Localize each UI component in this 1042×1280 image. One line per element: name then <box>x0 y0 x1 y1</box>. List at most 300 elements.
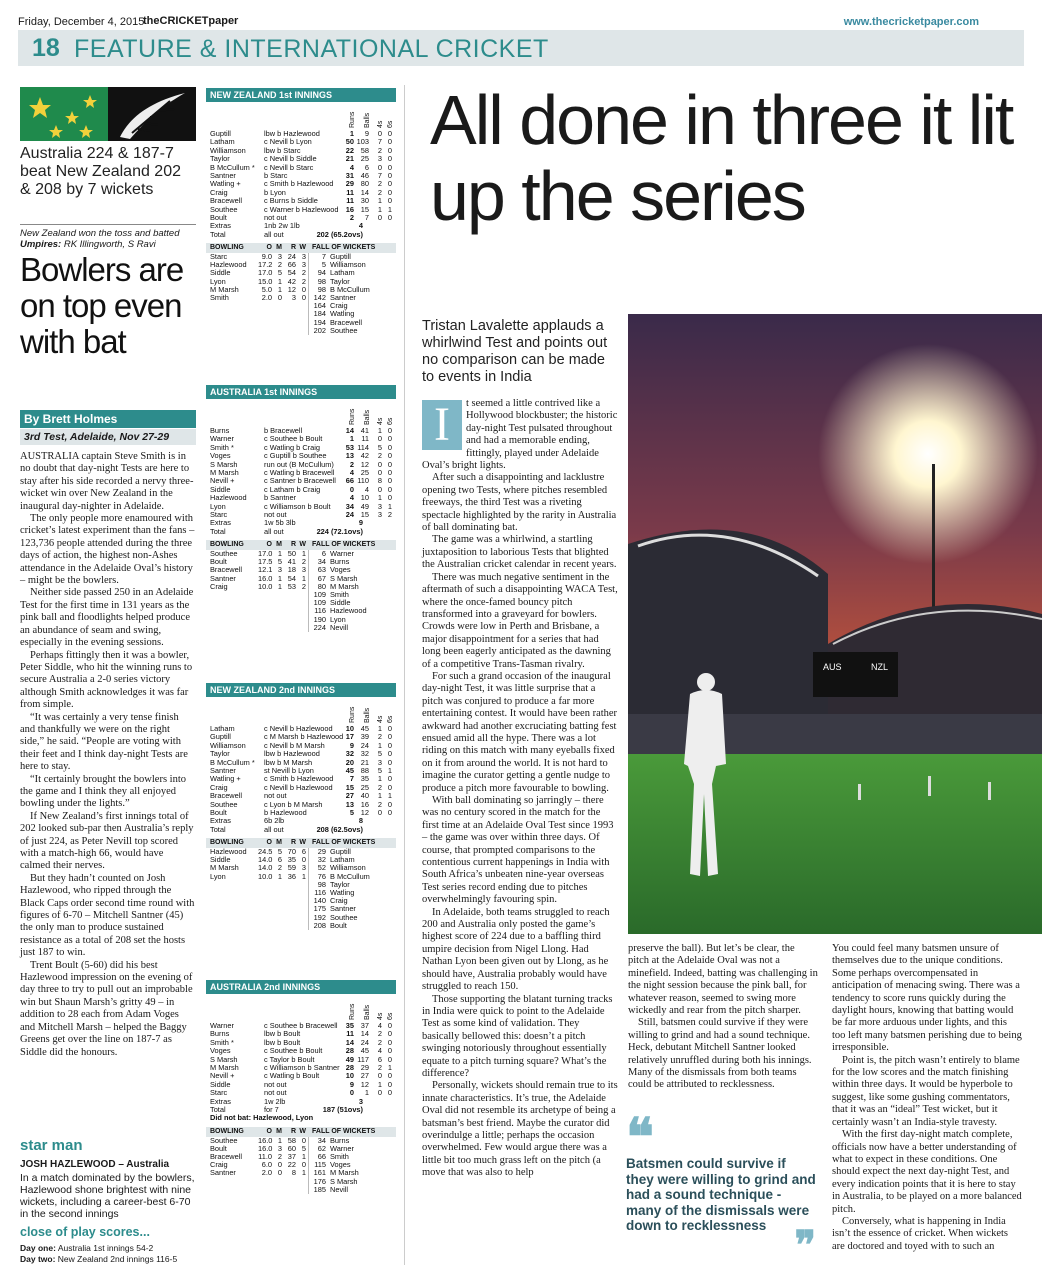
brand-name: theCRICKETpaper <box>143 15 239 27</box>
fours: 5 <box>377 765 382 775</box>
batter-name: Extras <box>210 518 231 528</box>
fow-batter: Siddle <box>330 598 351 608</box>
overs-label: O <box>266 541 272 549</box>
fow-batter: M Marsh <box>330 1168 359 1178</box>
dismissal: run out (B McCullum) <box>264 459 334 469</box>
batter-name: Starc <box>210 1088 228 1098</box>
sixes: 0 <box>387 1079 392 1089</box>
sixes: 0 <box>387 1054 392 1064</box>
balls: 39 <box>360 732 369 742</box>
fours: 1 <box>377 493 382 503</box>
maidens: 1 <box>277 573 282 583</box>
runs: 16 <box>345 204 354 214</box>
balls: 32 <box>360 749 369 759</box>
maidens-label: M <box>276 839 282 847</box>
runs: 11 <box>346 196 354 206</box>
dismissal: c Latham b Craig <box>264 484 321 494</box>
dismissal: not out <box>264 1088 287 1098</box>
fours: 0 <box>377 484 382 494</box>
balls: 16 <box>360 799 369 809</box>
column-headers <box>206 102 396 130</box>
bowling-table <box>206 253 396 335</box>
overs: 17.0 <box>258 268 273 278</box>
batter-name: Siddle <box>210 1079 231 1089</box>
dismissal: c Watling b Bracewell <box>264 467 335 477</box>
fow-batter: Voges <box>330 565 351 575</box>
fours: 8 <box>377 476 382 486</box>
sixes: 0 <box>387 170 392 180</box>
runs: 28 <box>345 1062 354 1072</box>
batting-row <box>206 528 396 536</box>
batter-name: Watling + <box>210 179 241 189</box>
runs-conceded: 12 <box>287 284 296 294</box>
fow-score: 176 <box>313 1176 326 1186</box>
close-day-two <box>20 1254 177 1264</box>
batter-name: S Marsh <box>210 459 238 469</box>
bowling-row <box>206 575 396 583</box>
runs: 13 <box>345 451 354 461</box>
bowling-row <box>206 914 396 922</box>
fow-score: 164 <box>313 301 326 311</box>
bowling-row <box>206 848 396 856</box>
bowler-name: Boult <box>210 1143 227 1153</box>
paragraph: Trent Boult (5-60) did his best Hazlewood impression on the evening of day three to try to pull out an improbable win but Shaun Marsh’s gritty 49 – in addition to 28 each from Adam Voges and Mitchell Marsh – helped the Baggy Greens get over the line on 187-7 as Siddle did the honours. <box>20 959 193 1058</box>
dismissal: c Nevill b M Marsh <box>264 740 325 750</box>
fow-score: 224 <box>313 622 326 632</box>
paragraph: Perhaps fittingly then it was a bowler, Peter Siddle, who hit the winning runs to secure Australia a 2-0 series victory although Smith acknowledges it was far from simple. <box>20 649 193 711</box>
batter-name: Extras <box>210 221 231 231</box>
open-quote-icon: ❝ <box>626 1109 654 1167</box>
dismissal: c Burns b Siddle <box>264 196 318 206</box>
dismissal: lbw b Hazlewood <box>264 749 320 759</box>
balls: 12 <box>360 807 369 817</box>
sixes: 0 <box>387 1071 392 1081</box>
batter-name: Total <box>210 1104 226 1114</box>
dismissal: 1w 2lb <box>264 1096 286 1106</box>
batter-name: B McCullum * <box>210 162 255 172</box>
sixes: 0 <box>387 467 392 477</box>
fours: 0 <box>377 459 382 469</box>
fours: 1 <box>377 204 382 214</box>
maidens: 0 <box>277 1160 282 1170</box>
sixes: 0 <box>387 212 392 222</box>
runs-conceded: 54 <box>287 573 296 583</box>
balls: 7 <box>364 212 369 222</box>
fow-batter: Smith <box>330 1152 349 1162</box>
bowling-row <box>206 550 396 558</box>
bowling-row <box>206 905 396 913</box>
report-body <box>20 451 196 1059</box>
runs: 10 <box>345 724 354 733</box>
runs-conceded: 58 <box>287 1135 296 1145</box>
fours: 1 <box>377 740 382 750</box>
bowler-name: Craig <box>210 581 228 591</box>
sixes: 0 <box>387 740 392 750</box>
bowling-row <box>206 269 396 277</box>
runs-conceded: 8 <box>291 1168 296 1178</box>
wickets: 2 <box>301 268 306 278</box>
balls: 11 <box>361 434 369 444</box>
fow-batter: Burns <box>330 557 350 567</box>
runs: 1 <box>349 129 354 138</box>
runs-conceded: 50 <box>287 549 296 559</box>
maidens: 3 <box>277 1143 282 1153</box>
fow-batter: Boult <box>330 920 347 930</box>
bowling-row <box>206 881 396 889</box>
runs: 45 <box>345 765 354 775</box>
fours: 1 <box>377 724 382 733</box>
runs: 9 <box>358 518 363 528</box>
dismissal: not out <box>264 212 287 222</box>
dismissal: lbw b Starc <box>264 145 301 155</box>
dismissal: c Guptill b Southee <box>264 451 327 461</box>
bowler-name: Smith <box>210 293 229 303</box>
batter-name: Lyon <box>210 501 226 511</box>
balls: 4 <box>364 484 369 494</box>
fow-score: 98 <box>317 276 326 286</box>
scorecard <box>206 385 396 632</box>
wickets: 1 <box>301 1168 306 1178</box>
pull-quote-text: Batsmen could survive if they were willing to grind and had a sound technique - many of the dismissals were down to recklessness <box>626 1156 816 1233</box>
runs-header: Runs <box>349 1003 356 1020</box>
fours: 4 <box>377 1021 382 1030</box>
sixes: 0 <box>387 1021 392 1030</box>
adelaide-oval-night-image <box>628 314 1042 934</box>
fow-batter: Southee <box>330 912 358 922</box>
sixes: 0 <box>387 442 392 452</box>
fow-batter: B McCullum <box>330 284 370 294</box>
dismissal: c Watling b Craig <box>264 442 320 452</box>
bowling-row <box>206 1153 396 1161</box>
sixes: 0 <box>387 187 392 197</box>
sixes: 0 <box>387 129 392 138</box>
runs-conceded: 66 <box>287 260 296 270</box>
bowling-row <box>206 302 396 310</box>
bowler-name: Lyon <box>210 871 226 881</box>
balls-header: Balls <box>364 409 371 425</box>
balls: 80 <box>360 179 369 189</box>
paragraph: The game was a whirlwind, a startling juxtaposition to laborious Tests that blighted the Australian cricket calendar in recent years. <box>422 534 617 571</box>
overs: 2.0 <box>261 1168 272 1178</box>
runs-conceded: 41 <box>287 557 296 567</box>
balls: 12 <box>360 459 369 469</box>
dismissal: c Williamson b Boult <box>264 501 331 511</box>
scoreboard-aus: AUS <box>823 662 842 672</box>
bowler-name: M Marsh <box>210 863 239 873</box>
fow-batter: Warner <box>330 549 354 559</box>
batter-name: Smith * <box>210 442 234 452</box>
day-one-label: Day one: <box>20 1243 56 1253</box>
runs: 7 <box>349 774 354 784</box>
balls: 58 <box>360 145 369 155</box>
bowling-row <box>206 1178 396 1186</box>
fours: 1 <box>377 426 382 435</box>
runs-conceded-label: R <box>290 839 296 847</box>
overs: 14.0 <box>258 855 273 865</box>
overs-label: O <box>266 839 272 847</box>
balls: 114 <box>357 442 369 452</box>
fow-score: 116 <box>314 888 326 898</box>
maidens: 0 <box>277 293 282 303</box>
balls: 24 <box>360 740 369 750</box>
overs: 17.5 <box>258 557 273 567</box>
fours: 5 <box>377 749 382 759</box>
fow-batter: Craig <box>330 896 348 906</box>
innings-title: AUSTRALIA 2nd INNINGS <box>206 980 396 994</box>
innings-title: NEW ZEALAND 2nd INNINGS <box>206 683 396 697</box>
paragraph: With the first day-night match complete, officials now have a better understanding of what to expect in these conditions. One should expect the next day-night Test, and every indication points that it is here to stay in Australia, to be played on a more balanced pitch. <box>832 1129 1022 1215</box>
column-headers <box>206 697 396 725</box>
wickets: 0 <box>301 293 306 303</box>
fow-score: 98 <box>317 879 326 889</box>
batter-name: Boult <box>210 807 227 817</box>
fours: 0 <box>377 212 382 222</box>
runs: 29 <box>345 179 354 189</box>
batter-name: Total <box>210 229 226 239</box>
balls: 40 <box>360 791 369 801</box>
wickets: 5 <box>301 1143 306 1153</box>
wickets: 6 <box>301 847 306 857</box>
innings-title: NEW ZEALAND 1st INNINGS <box>206 88 396 102</box>
dismissal: c Taylor b Boult <box>264 1054 315 1064</box>
scorecard <box>206 683 396 930</box>
runs: 28 <box>345 1046 354 1056</box>
runs: 5 <box>349 807 354 817</box>
bowling-row <box>206 591 396 599</box>
balls: 45 <box>360 724 369 733</box>
dismissal: c Warner b Hazlewood <box>264 204 339 214</box>
sixes: 1 <box>387 501 392 511</box>
wickets: 0 <box>301 855 306 865</box>
runs: 11 <box>346 1029 354 1039</box>
fow-score: 184 <box>313 309 326 319</box>
runs-conceded: 54 <box>287 268 296 278</box>
bowler-name: Siddle <box>210 855 231 865</box>
fours: 3 <box>377 154 382 164</box>
sixes: 0 <box>387 145 392 155</box>
runs: 49 <box>345 1054 354 1064</box>
bowling-row <box>206 873 396 881</box>
overs: 2.0 <box>261 293 272 303</box>
batter-name: Craig <box>210 187 228 197</box>
runs: 8 <box>358 816 363 826</box>
batter-name: Burns <box>210 1029 230 1039</box>
maidens: 1 <box>277 284 282 294</box>
fours: 0 <box>377 162 382 172</box>
fours-header: 4s <box>377 715 384 723</box>
wickets-label: W <box>299 244 306 252</box>
fall-of-wickets-label: FALL OF WICKETS <box>312 541 376 549</box>
paragraph: After such a disappointing and lacklustre opening two Tests, where pitches resembled freeways, the third Test was a riveting spectacle highlighted by the rarity in Australia of ball dominating bat. <box>422 472 617 534</box>
batter-name: Nevill + <box>210 476 235 486</box>
overs: 11.0 <box>258 1152 272 1162</box>
fow-score: 161 <box>313 1168 326 1178</box>
paragraph: But they hadn’t counted on Josh Hazlewood, who ripped through the Black Caps order second time round with figures of 6-70 – Mitchell Santner (45) the only man to produce sustained resistance as a total of 208 set the hosts just 187 to win. <box>20 872 195 959</box>
bowler-name: Craig <box>210 1160 228 1170</box>
fow-score: 34 <box>317 1135 326 1145</box>
bowling-header <box>206 243 396 253</box>
fow-score: 62 <box>317 1143 326 1153</box>
bowling-row <box>206 319 396 327</box>
main-headline: All done in three it lit up the series <box>430 81 1013 235</box>
maidens: 1 <box>277 1135 282 1145</box>
dismissal: c Southee b Boult <box>264 1046 323 1056</box>
fours: 4 <box>377 1046 382 1056</box>
fow-score: 34 <box>317 557 326 567</box>
toss-text: New Zealand won the toss and batted <box>20 228 180 239</box>
paragraph: If New Zealand’s first innings total of 202 looked sub-par then Australia’s reply of just 224, as Peter Nevill top scored with a match-high 66, would have calmed their nerves. <box>20 810 194 872</box>
fow-score: 116 <box>314 606 326 616</box>
fow-batter: Watling <box>330 888 355 898</box>
sixes: 0 <box>387 484 392 494</box>
bowling-label: BOWLING <box>210 1127 244 1135</box>
dismissal: all out <box>264 229 284 239</box>
overs: 5.0 <box>261 284 272 294</box>
fow-score: 63 <box>317 565 326 575</box>
dismissal: b Santner <box>264 493 297 503</box>
site-url[interactable]: www.thecricketpaper.com <box>843 16 979 28</box>
batter-name: S Marsh <box>210 1054 238 1064</box>
runs-conceded: 59 <box>287 863 296 873</box>
fow-score: 32 <box>317 855 326 865</box>
dismissal: c Smith b Hazlewood <box>264 179 334 189</box>
fow-batter: Watling <box>330 309 355 319</box>
fow-score: 185 <box>313 1184 326 1194</box>
bowling-row <box>206 286 396 294</box>
dismissal: all out <box>264 526 284 536</box>
dismissal: st Nevill b Lyon <box>264 765 314 775</box>
maidens: 5 <box>277 557 282 567</box>
fow-batter: Latham <box>330 855 355 865</box>
maidens: 5 <box>277 268 282 278</box>
bowler-name: Starc <box>210 252 228 262</box>
runs: 3 <box>358 1096 363 1106</box>
wickets: 1 <box>301 871 306 881</box>
fow-score: 80 <box>317 581 326 591</box>
bowling-table <box>206 550 396 632</box>
fow-score: 140 <box>313 896 326 906</box>
maidens-label: M <box>276 244 282 252</box>
sixes: 0 <box>387 434 392 444</box>
runs: 35 <box>345 1021 354 1030</box>
runs-conceded-label: R <box>290 1127 296 1135</box>
dismissal: b Hazlewood <box>264 807 307 817</box>
close-quote-icon: ❞ <box>794 1223 816 1268</box>
runs: 27 <box>345 791 354 801</box>
batter-name: Craig <box>210 782 228 792</box>
dismissal: not out <box>264 791 287 801</box>
runs: 11 <box>346 187 354 197</box>
runs: 208 (62.5ovs) <box>316 824 363 834</box>
sixes: 0 <box>387 782 392 792</box>
runs: 9 <box>349 740 354 750</box>
runs-conceded-label: R <box>290 541 296 549</box>
wickets: 2 <box>301 581 306 591</box>
balls: 6 <box>364 162 369 172</box>
runs: 4 <box>349 162 354 172</box>
runs: 2 <box>349 459 354 469</box>
bowler-name: Hazlewood <box>210 847 247 857</box>
fow-score: 190 <box>313 614 326 624</box>
batter-name: Nevill + <box>210 1071 235 1081</box>
sixes: 1 <box>387 791 392 801</box>
paragraph: Still, batsmen could survive if they were willing to grind and had a sound technique. Heck, debutant Mitchell Santner looked relatively unruffled during both his innings. Many of the dismissals from both teams could be attributed to recklessness. <box>628 1017 812 1091</box>
runs-header: Runs <box>349 408 356 425</box>
fours: 0 <box>377 467 382 477</box>
batter-name: Latham <box>210 724 235 733</box>
runs: 1 <box>349 434 354 444</box>
fow-batter: Guptill <box>330 252 351 262</box>
batter-name: Taylor <box>210 154 230 164</box>
maidens: 5 <box>277 847 282 857</box>
batter-name: Guptill <box>210 732 231 742</box>
fow-score: 7 <box>321 252 326 262</box>
wickets-label: W <box>299 1127 306 1135</box>
dismissal: b Bracewell <box>264 426 303 435</box>
runs: 202 (65.2ovs) <box>316 229 363 239</box>
bowler-name: Southee <box>210 549 238 559</box>
toss-info <box>20 224 196 250</box>
overs: 6.0 <box>261 1160 272 1170</box>
dismissal: 6b 2lb <box>264 816 285 826</box>
runs: 14 <box>345 1037 354 1047</box>
article-column-4 <box>832 943 1022 1253</box>
fow-batter: S Marsh <box>330 1176 358 1186</box>
balls: 37 <box>360 1021 369 1030</box>
batter-name: M Marsh <box>210 467 239 477</box>
runs: 32 <box>345 749 354 759</box>
runs: 15 <box>345 782 354 792</box>
paragraph: Those supporting the blatant turning tracks in India were quick to point to the Adelaide Test as some kind of validation. They basically bellowed this: doesn’t a pitch swinging notoriously throughout essentially equate to a pitch turning square? What’s the difference? <box>422 993 613 1079</box>
bowling-row <box>206 897 396 905</box>
batting-row <box>206 809 396 817</box>
sixes-header: 6s <box>387 715 394 723</box>
batting-row <box>206 817 396 825</box>
star-man-text: In a match dominated by the bowlers, Hazlewood shone brightest with nine wickets, including a career-best 6-70 in the second innings <box>20 1172 195 1220</box>
runs: 4 <box>349 467 354 477</box>
balls: 49 <box>360 501 369 511</box>
overs: 16.0 <box>258 1143 273 1153</box>
runs: 34 <box>345 501 354 511</box>
umpires-names: RK Illingworth, S Ravi <box>63 239 156 250</box>
runs-conceded: 35 <box>287 855 296 865</box>
runs-conceded-label: R <box>290 244 296 252</box>
sixes-header: 6s <box>387 120 394 128</box>
batter-name: Total <box>210 824 226 834</box>
star-man-name: JOSH HAZLEWOOD – Australia <box>20 1159 170 1170</box>
paragraph: In Adelaide, both teams struggled to reach 200 and Australia only posted the game’s highest score of 224 due to a baffling third umpire decision from Nigel Llong. Had Nathan Lyon been given out by Llong, as he should have, Australia probably would have struggled to reach 150. <box>422 906 610 993</box>
sixes-header: 6s <box>387 417 394 425</box>
sixes: 0 <box>387 732 392 742</box>
bowling-row <box>206 1186 396 1194</box>
overs: 24.5 <box>258 847 273 857</box>
batter-name: Total <box>210 526 226 536</box>
fours: 2 <box>377 451 382 461</box>
maidens-label: M <box>276 541 282 549</box>
fow-batter: Smith <box>330 590 349 600</box>
batter-name: Southee <box>210 799 238 809</box>
maidens-label: M <box>276 1127 282 1135</box>
fow-batter: B McCullum <box>330 871 370 881</box>
bowling-label: BOWLING <box>210 244 244 252</box>
fall-of-wickets-label: FALL OF WICKETS <box>312 839 376 847</box>
overs-label: O <box>266 1127 272 1135</box>
balls: 1 <box>364 1088 369 1098</box>
batter-name: Bracewell <box>210 196 243 206</box>
fours: 2 <box>377 782 382 792</box>
runs: 4 <box>349 493 354 503</box>
wickets: 3 <box>301 260 306 270</box>
